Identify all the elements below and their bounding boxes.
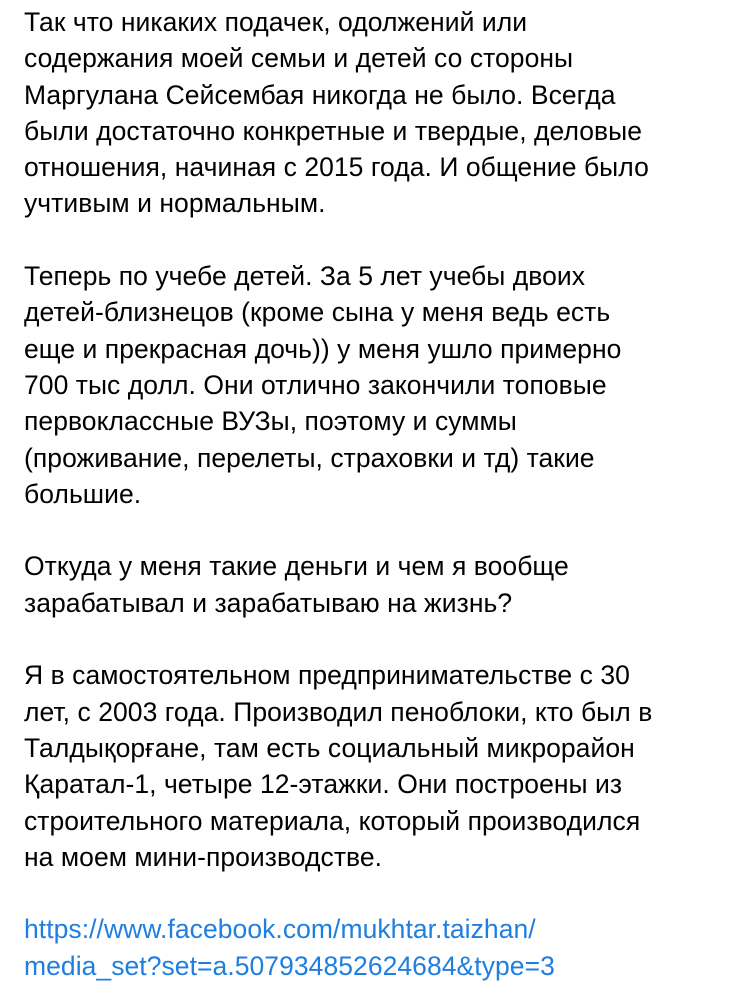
message-line: содержания моей семьи и детей со стороны [24,43,574,74]
message-line: 700 тыс долл. Они отлично закончили топовые [24,369,607,400]
message-paragraph [24,657,734,875]
paragraph-gap [24,621,734,657]
message-bubble-text [24,0,734,984]
paragraph-gap [24,875,734,911]
message-line: учтивым и нормальным. [24,188,326,219]
message-line: Маргулана Сейсембая никогда не было. Всегда [24,79,616,110]
message-line: большие. [24,478,142,509]
message-line: Откуда у меня такие деньги и чем я вообще [24,551,569,582]
message-line: Я в самостоятельном предпринимательстве с 30 [24,660,630,691]
message-paragraph [24,258,734,512]
message-line: были достаточно конкретные и твердые, деловые [24,115,643,146]
link-line[interactable]: https://www.facebook.com/mukhtar.taizhan/ [24,914,536,945]
message-line: (проживание, перелеты, страховки и тд) такие [24,442,595,473]
paragraph-gap [24,512,734,548]
message-paragraph [24,548,734,621]
message-line: еще и прекрасная дочь)) у меня ушло примерно [24,333,622,364]
message-line: детей-близнецов (кроме сына у меня ведь есть [24,297,611,328]
message-paragraph [24,4,734,222]
paragraph-gap [24,222,734,258]
message-line: строительного материала, который производился [24,805,641,836]
message-line: первоклассные ВУЗы, поэтому и суммы [24,406,517,437]
message-line: зарабатывал и зарабатываю на жизнь? [24,587,513,618]
message-line: лет, с 2003 года. Производил пеноблоки, кто был в [24,696,653,727]
message-line: Теперь по учебе детей. За 5 лет учебы двоих [24,261,586,292]
message-line: Талдықорғане, там есть социальный микрорайон [24,732,635,763]
facebook-link[interactable] [24,911,734,984]
link-line[interactable]: media_set?set=a.507934852624684&type=3 [24,950,555,981]
message-line: Так что никаких подачек, одолжений или [24,7,528,37]
message-line: отношения, начиная с 2015 года. И общение было [24,152,649,183]
message-line: Қаратал-1, четыре 12-этажки. Они построены из [24,769,623,800]
message-line: на моем мини-производстве. [24,841,383,872]
